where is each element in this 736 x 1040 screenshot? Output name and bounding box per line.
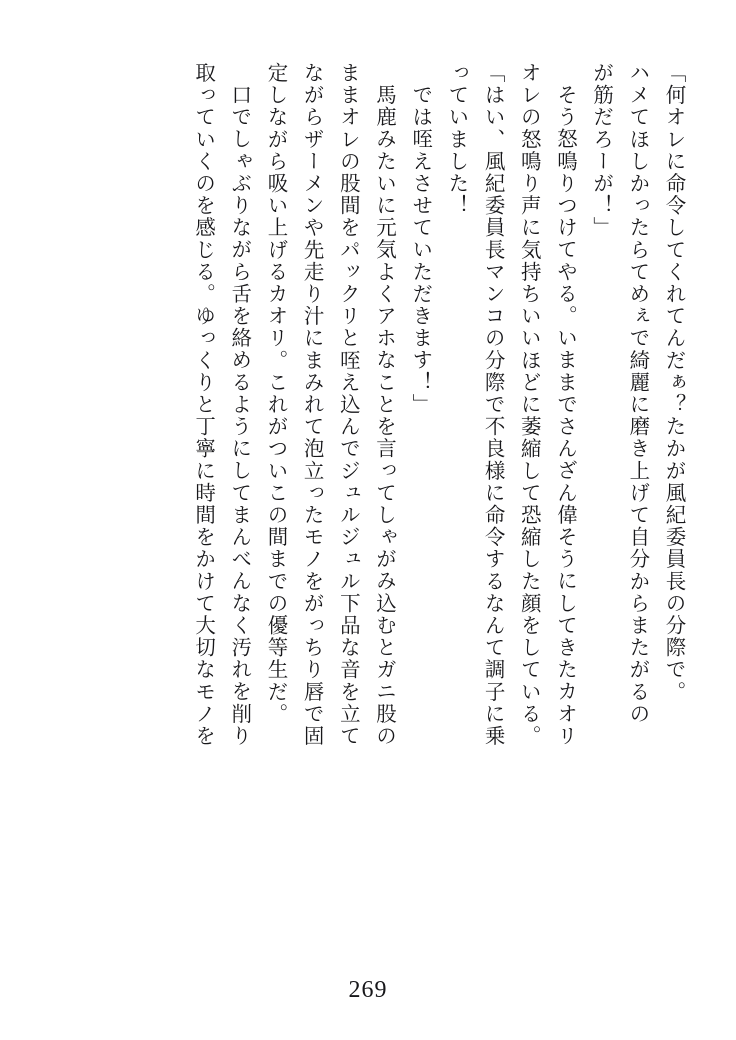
- text-line: 「何オレに命令してくれてんだぁ？たかが風紀委員長の分際で。: [662, 62, 686, 703]
- vertical-text-body: [52, 62, 684, 952]
- text-line: っていました！: [444, 62, 469, 217]
- page-number: 269: [348, 977, 388, 1003]
- text-line: が筋だろーが！」: [589, 62, 614, 239]
- text-line: 馬鹿みたいに元気よくアホなことを言ってしゃがみ込むとガニ股の: [372, 84, 397, 747]
- text-line: では咥えさせていただきます！」: [408, 84, 433, 416]
- text-line: ままオレの股間をパックリと咥え込んでジュルジュル下品な音を立て: [336, 62, 361, 748]
- text-line: ハメてほしかったらてめぇで綺麗に磨き上げて自分からまたがるの: [625, 62, 650, 725]
- text-line: ながらザーメンや先走り汁にまみれて泡立ったモノをがっちり唇で固: [300, 62, 325, 748]
- text-line: 取っていくのを感じる。ゆっくりと丁寧に時間をかけて大切なモノを: [191, 62, 216, 748]
- text-line: 口でしゃぶりながら舌を絡めるようにしてまんべんなく汚れを削り: [227, 84, 252, 747]
- text-line: そう怒鳴りつけてやる。いままでさんざん偉そうにしてきたカオリ: [553, 84, 578, 747]
- text-line: 「はい、風紀委員長マンコの分際で不良様に命令するなんて調子に乗: [481, 62, 506, 748]
- text-line: オレの怒鳴り声に気持ちいいほどに萎縮して恐縮した顔をしている。: [517, 62, 542, 748]
- text-line: 定しながら吸い上げるカオリ。これがついこの間までの優等生だ。: [263, 62, 288, 725]
